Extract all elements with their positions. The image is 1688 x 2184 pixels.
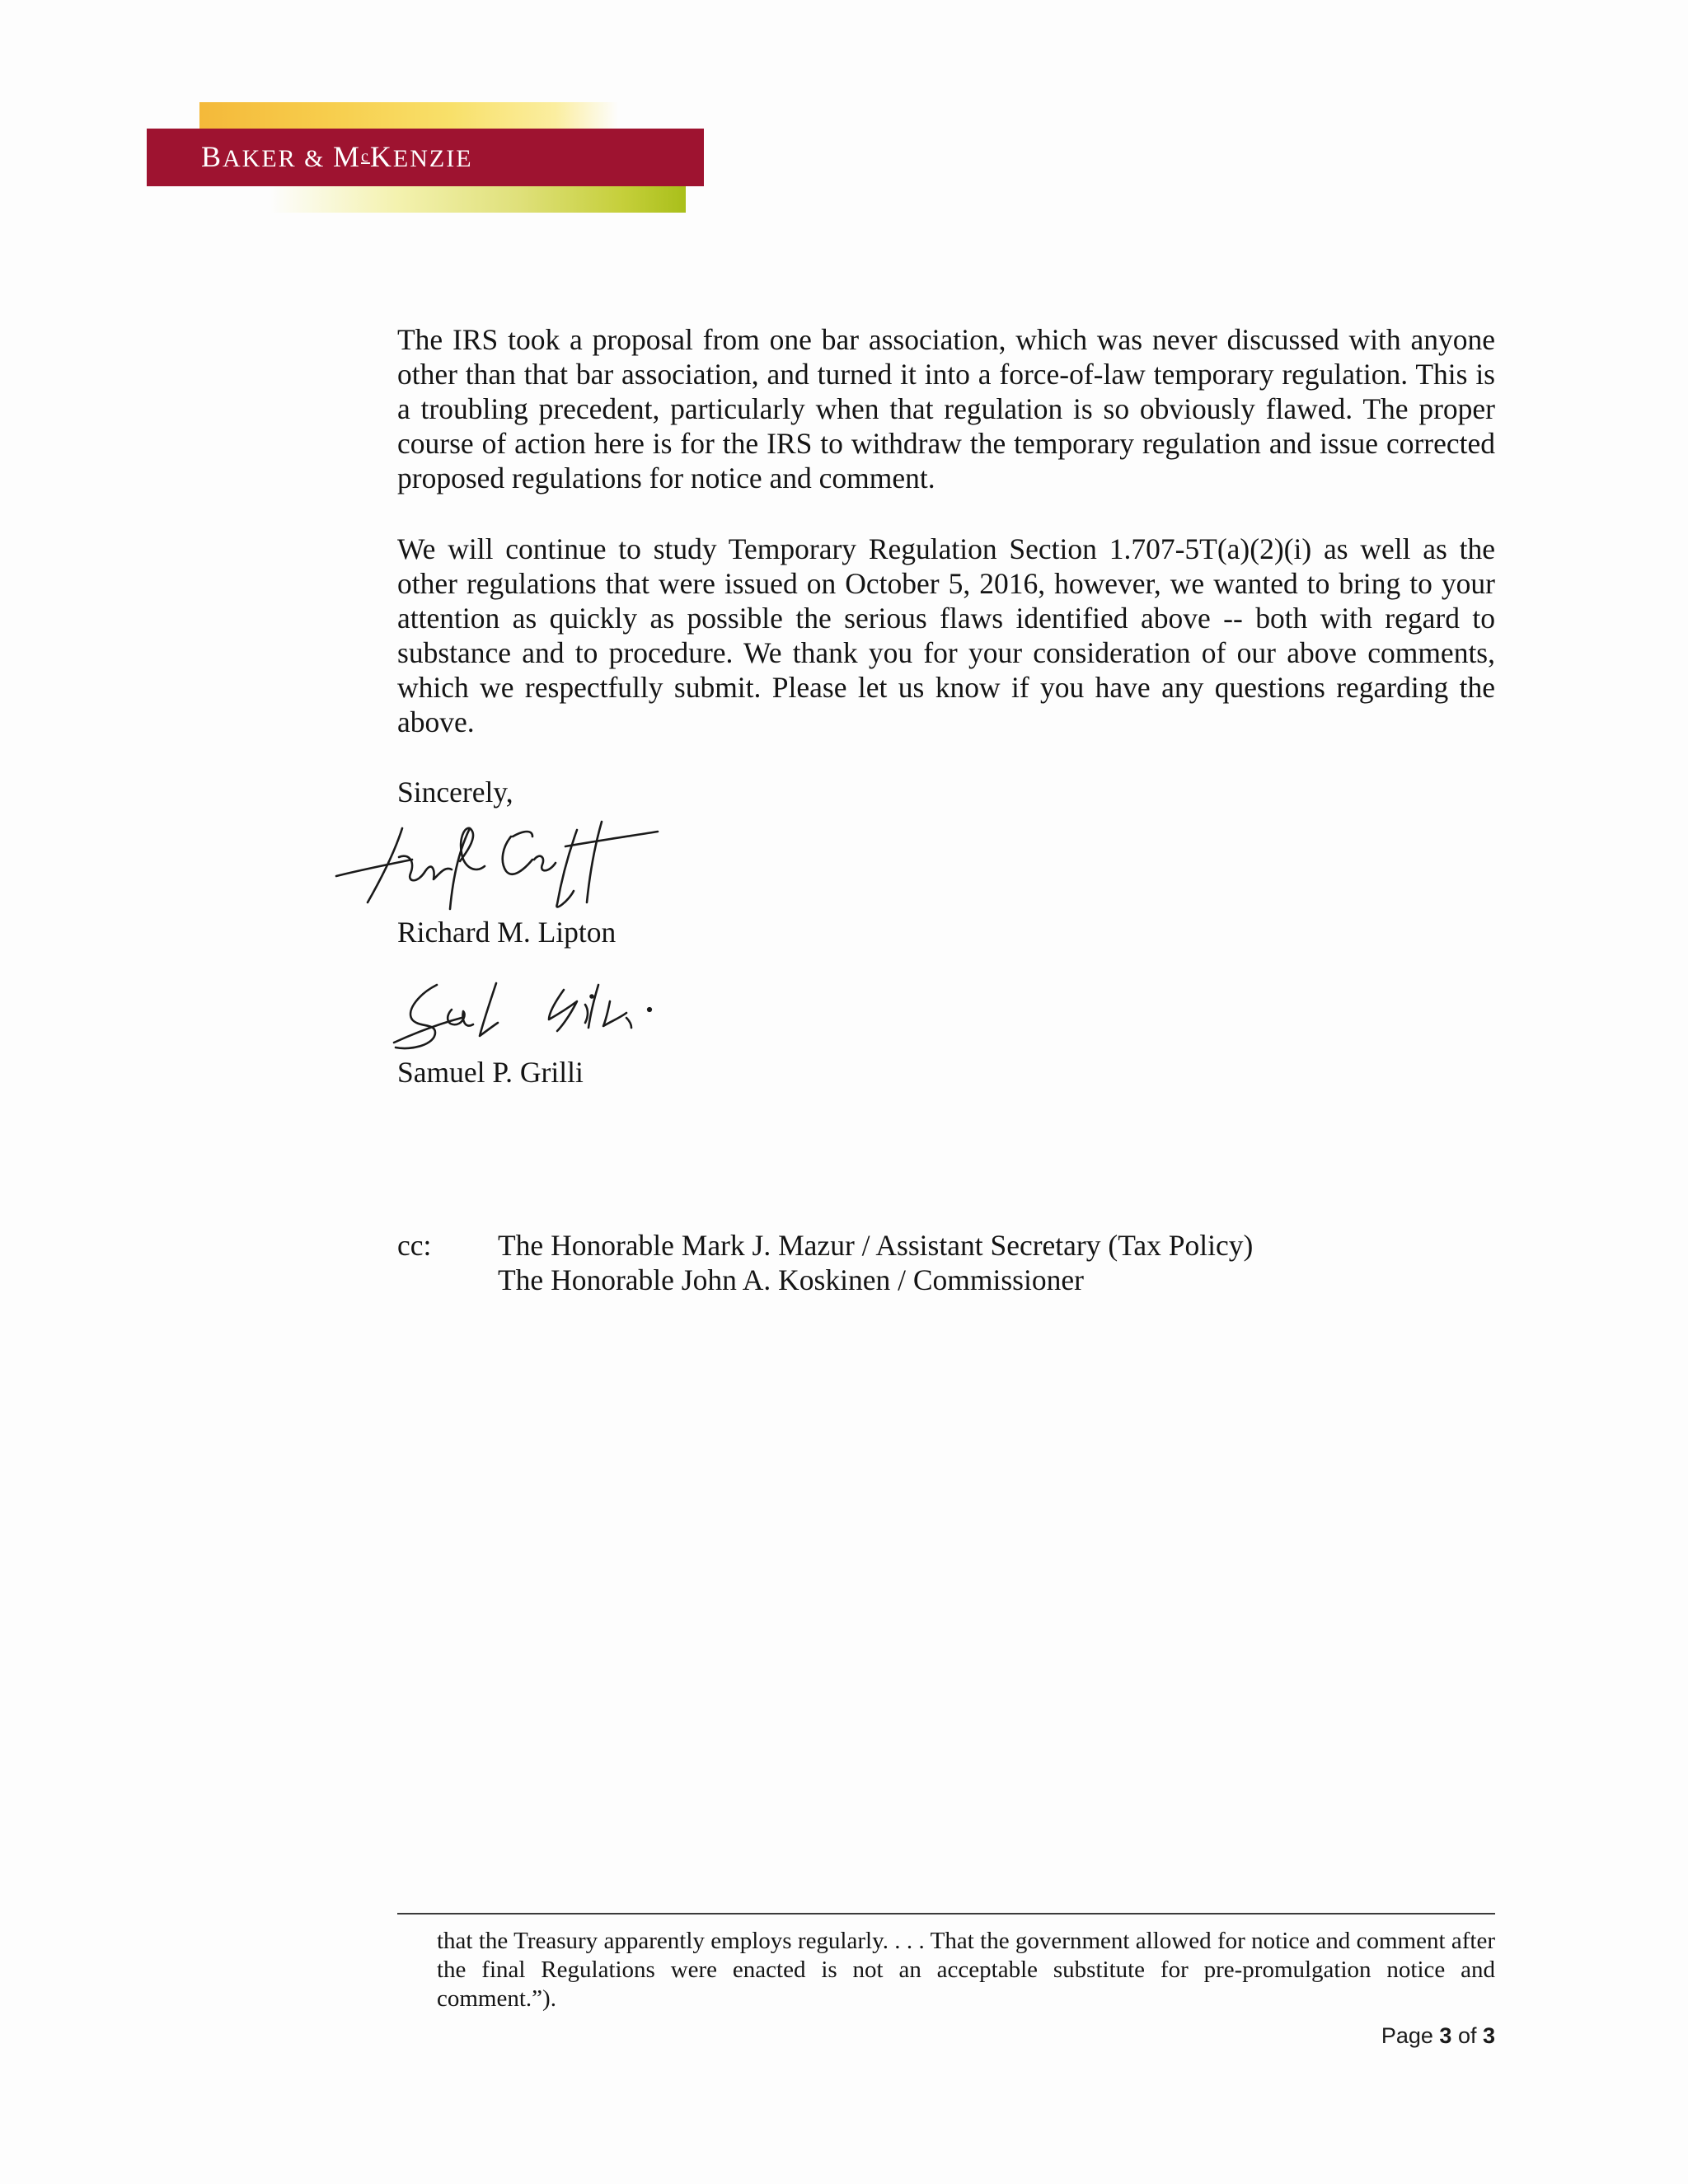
signer-name: Richard M. Lipton (397, 916, 617, 949)
closing-salutation: Sincerely, (397, 776, 513, 808)
page-number: Page 3 of 3 (1381, 2023, 1495, 2048)
firm-logo (147, 102, 704, 213)
cc-recipient: The Honorable John A. Koskinen / Commissioner (498, 1263, 1084, 1296)
logo-yellow-band (199, 102, 618, 132)
signature-richard-lipton (330, 812, 692, 915)
body-paragraph: We will continue to study Temporary Regulation Section 1.707-5T(a)(2)(i) as well as the other regulations that were issued on October 5, 2016, however, we wanted to bring to your attention as quickly as possible the serious flaws identified above -- both with regard to substance and to procedure. We thank you for your consideration of our above comments, which we respectfully submit. Please let us know if you have any questions regarding the above. (397, 532, 1495, 738)
footnote-divider (397, 1913, 1495, 1915)
signature-samuel-grilli (387, 977, 692, 1059)
logo-green-band (270, 183, 686, 213)
signer-name: Samuel P. Grilli (397, 1056, 584, 1089)
cc-label: cc: (397, 1229, 432, 1262)
footnote-text: that the Treasury apparently employs regularly. . . . That the government allowed for notice and comment after the final Regulations were enacted is not an acceptable substitute for pre-promulgation notice and comment.”). (437, 1928, 1495, 2012)
body-paragraph: The IRS took a proposal from one bar association, which was never discussed with anyone other than that bar association, and turned it into a force-of-law temporary regulation. This is a troubling precedent, particularly when that regulation is so obviously flawed. The proper course of action here is for the IRS to withdraw the temporary regulation and issue corrected proposed regulations for notice and comment. (397, 323, 1495, 494)
logo-firm-name: BAKER & $M^cKENZIE$ (201, 140, 473, 173)
cc-recipient: The Honorable Mark J. Mazur / Assistant Secretary (Tax Policy) (498, 1229, 1254, 1262)
